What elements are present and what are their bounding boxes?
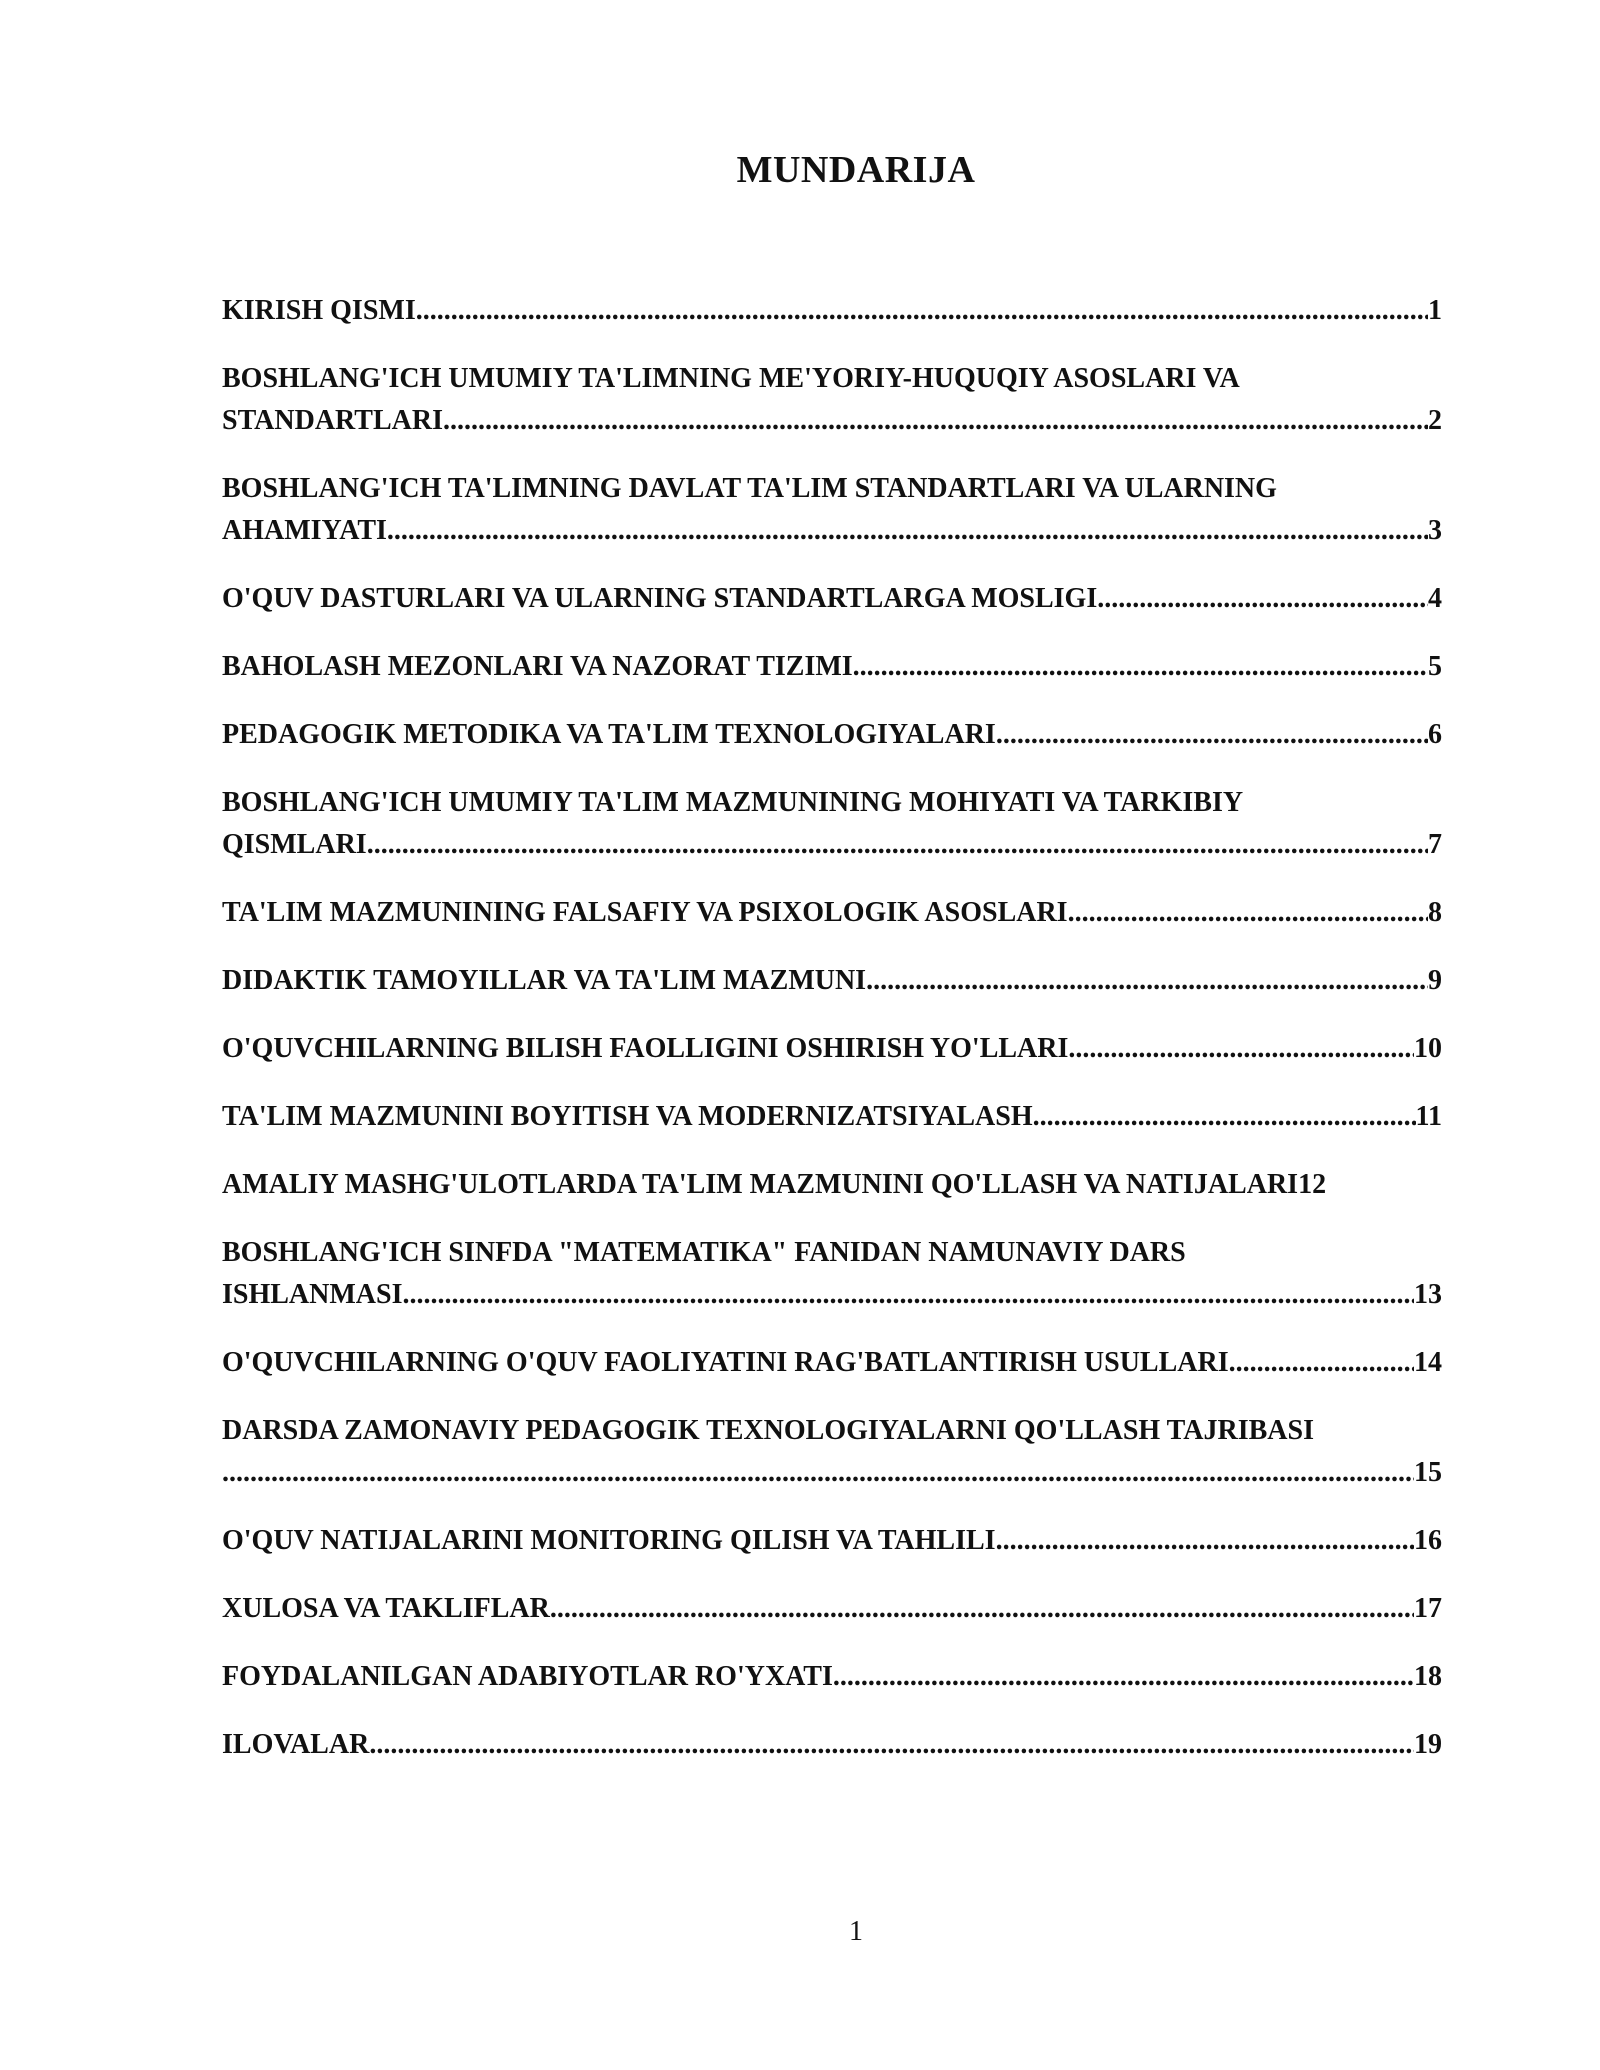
toc-page-number: 19 [1414,1729,1442,1760]
toc-dot-leader [1033,1096,1416,1138]
toc-page-number: 14 [1414,1347,1442,1378]
toc-entry[interactable] [222,892,1442,934]
toc-entry[interactable] [222,782,1442,866]
toc-dot-leader [996,1520,1414,1562]
toc-dot-leader [853,646,1428,688]
toc-entry[interactable] [222,1656,1442,1698]
toc-entry[interactable] [222,578,1442,620]
toc-page-number: 7 [1428,829,1442,860]
toc-dot-leader [402,1274,1414,1316]
toc-dot-leader [387,510,1428,552]
toc-dot-leader [416,290,1428,332]
toc-entry-title: QISMLARI [222,829,367,860]
toc-page-number: 12 [1298,1169,1327,1200]
toc-dot-leader [866,960,1428,1002]
toc-entry[interactable] [222,1028,1442,1070]
toc-page-number: 5 [1428,651,1442,682]
toc-entry-title: BOSHLANG'ICH TA'LIMNING DAVLAT TA'LIM STANDARTLARI VA ULARNING [222,473,1277,504]
toc-dot-leader [1097,578,1428,620]
toc-page-number: 17 [1414,1593,1442,1624]
toc-entry[interactable] [222,358,1442,442]
toc-page-number: 10 [1414,1033,1442,1064]
toc-dot-leader [996,714,1428,756]
toc-page-number: 2 [1428,405,1442,436]
toc-entry-title: XULOSA VA TAKLIFLAR [222,1593,550,1624]
toc-entry[interactable] [222,714,1442,756]
toc-entry-title: BOSHLANG'ICH UMUMIY TA'LIM MAZMUNINING MOHIYATI VA TARKIBIY [222,787,1244,818]
toc-entry[interactable] [222,1588,1442,1630]
toc-entry-title: ISHLANMASI [222,1279,403,1310]
toc-entry[interactable] [222,960,1442,1002]
toc-entry[interactable] [222,1096,1442,1138]
toc-entry-title: KIRISH QISMI [222,295,416,326]
toc-page-number: 11 [1415,1101,1442,1132]
toc-entry-title: O'QUV NATIJALARINI MONITORING QILISH VA TAHLILI [222,1525,996,1556]
toc-dot-leader [1068,892,1428,934]
toc-page-number: 6 [1428,719,1442,750]
toc-entry-title: BAHOLASH MEZONLARI VA NAZORAT TIZIMI [222,651,853,682]
toc-entry[interactable] [222,1164,1442,1206]
page-title: MUNDARIJA [736,149,976,191]
toc-page-number: 4 [1428,583,1442,614]
toc-page-number: 9 [1428,965,1442,996]
toc-entry-title: AMALIY MASHG'ULOTLARDA TA'LIM MAZMUNINI QO'LLASH VA NATIJALARI [222,1169,1299,1200]
toc-dot-leader [369,1724,1414,1766]
toc-dot-leader [1229,1342,1414,1384]
toc-dot-leader [367,824,1428,866]
toc-entry[interactable] [222,1410,1442,1494]
toc-page-number: 1 [1428,295,1442,326]
toc-entry[interactable] [222,1342,1442,1384]
toc-page-number: 18 [1414,1661,1442,1692]
toc-entry-title: STANDARTLARI [222,405,443,436]
toc-dot-leader [222,1452,1414,1494]
toc-entry-title: O'QUV DASTURLARI VA ULARNING STANDARTLARGA MOSLIGI [222,583,1098,614]
toc-entry[interactable] [222,1232,1442,1316]
toc-entry-title: BOSHLANG'ICH UMUMIY TA'LIMNING ME'YORIY-HUQUQIY ASOSLARI VA [222,363,1240,394]
toc-entry-title: ILOVALAR [222,1729,370,1760]
toc-dot-leader [1068,1028,1414,1070]
toc-entry-title: FOYDALANILGAN ADABIYOTLAR RO'YXATI [222,1661,833,1692]
toc-page-number: 13 [1414,1279,1442,1310]
toc-entry-title: AHAMIYATI [222,515,387,546]
toc-entry-title: BOSHLANG'ICH SINFDA "MATEMATIKA" FANIDAN NAMUNAVIY DARS [222,1237,1186,1268]
page-number: 1 [849,1916,863,1947]
toc-entry[interactable] [222,1520,1442,1562]
toc-entry-title: PEDAGOGIK METODIKA VA TA'LIM TEXNOLOGIYALARI [222,719,996,750]
toc-dot-leader [443,400,1428,442]
toc-entry-title: TA'LIM MAZMUNINING FALSAFIY VA PSIXOLOGIK ASOSLARI [222,897,1068,928]
toc-page-number: 3 [1428,515,1442,546]
toc-dot-leader [833,1656,1414,1698]
toc-entry[interactable] [222,290,1442,332]
toc-entry[interactable] [222,1724,1442,1766]
toc-entry-title: O'QUVCHILARNING BILISH FAOLLIGINI OSHIRISH YO'LLARI [222,1033,1069,1064]
toc-page-number: 8 [1428,897,1442,928]
toc-entry-title: DARSDA ZAMONAVIY PEDAGOGIK TEXNOLOGIYALARNI QO'LLASH TAJRIBASI [222,1415,1314,1446]
toc-entry-title: O'QUVCHILARNING O'QUV FAOLIYATINI RAG'BATLANTIRISH USULLARI [222,1347,1229,1378]
table-of-contents [222,290,1442,1792]
toc-entry-title: DIDAKTIK TAMOYILLAR VA TA'LIM MAZMUNI [222,965,867,996]
toc-entry-title: TA'LIM MAZMUNINI BOYITISH VA MODERNIZATSIYALASH [222,1101,1033,1132]
toc-entry[interactable] [222,646,1442,688]
toc-page-number: 15 [1414,1457,1442,1488]
toc-dot-leader [550,1588,1414,1630]
toc-page-number: 16 [1414,1525,1442,1556]
toc-entry[interactable] [222,468,1442,552]
